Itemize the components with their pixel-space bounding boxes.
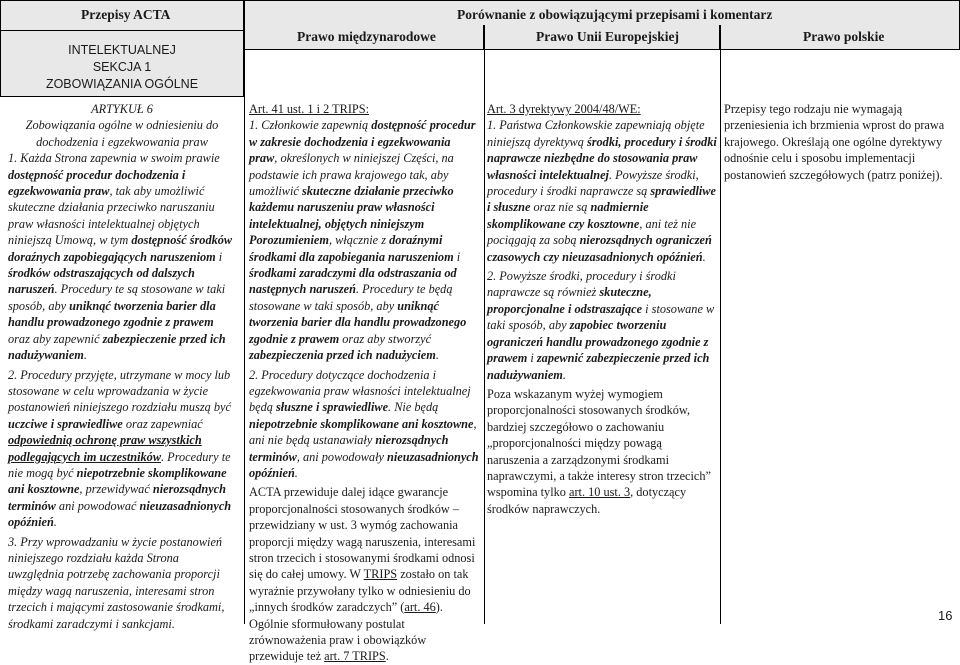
header-acta-title: Przepisy ACTA	[81, 7, 171, 22]
divider-1	[244, 31, 245, 624]
art-7-trips-link[interactable]: art. 7 TRIPS	[324, 649, 386, 664]
directive-reference: Art. 3 dyrektywy 2004/48/WE:	[487, 102, 641, 116]
eu-column	[487, 101, 717, 517]
divider-3	[720, 31, 721, 624]
divider-2	[484, 31, 485, 624]
trips-reference: Art. 41 ust. 1 i 2 TRIPS:	[249, 102, 370, 116]
directive-comment: Poza wskazanym wyżej wymogiem proporcjonalności stosowanych środków, bardziej szczegółowo o zachowaniu „proporcjonalności między powagą naruszenia a zarządzonymi środkami naprawczymi, a także interesy stron trzecich” wspomina tylko art. 10 ust. 3, dotyczący środków naprawczych.	[487, 386, 711, 516]
trips-comment: ACTA przewiduje dalej idące gwarancje proporcjonalności stosowanych środków – przewidziany w ust. 3 wymóg zachowania proporcji między wagą naruszenia, interesami stron trzecich i stosowanymi środkami odnosi się do całej umowy. W TRIPS zostało on tak wyrażnie przywołany tylko w odniesieniu do „innych środków zaradczych” (art. 46). Ogólnie sformułowany postulat zrównoważenia praw i obowiązków przewiduje też art. 7 TRIPS.	[249, 485, 476, 664]
acta-paragraph-3: 3. Przy wprowadzaniu w życie postanowień niniejszego rozdziału każda Strona uwzględnia potrzebę zachowania proporcji między wagą naruszenia, interesami stron trzecich i mającymi zastosowanie środkami, środkami zaradczymi i sankcjami.	[8, 534, 225, 631]
polish-law-comment: Przepisy tego rodzaju nie wymagają przeniesienia ich brzmienia wprost do prawa krajowego. Określają one ogólne dyrektywy odnośnie celu i sposobu implementacji postanowień szczegółowych (patrz poniżej).	[724, 102, 945, 182]
header-eu	[484, 25, 720, 50]
header-acta	[0, 0, 244, 31]
page-number: 16	[938, 608, 953, 623]
trips-link[interactable]: TRIPS	[363, 567, 398, 582]
header-eu-label: Prawo Unii Europejskiej	[536, 29, 680, 44]
article-heading: ARTYKUŁ 6	[91, 102, 153, 116]
header-intl-label: Prawo międzynarodowe	[297, 29, 436, 44]
international-column	[249, 101, 481, 665]
section-line-3: ZOBOWIĄZANIA OGÓLNE	[45, 77, 199, 91]
directive-paragraph-1: 1. Państwa Członkowskie zapewniają objęte niniejszą dyrektywą środki, procedury i środki naprawcze niezbędne do stosowania praw własności intelektualnej. Powyższe środki, procedury i środki naprawcze są sprawiedliwe i słuszne oraz nie są nadmiernie skomplikowane czy kosztowne, ani też nie pociągają za sobą nierozsądnych ograniczeń czasowych czy nieuzasadnionych opóźnień.	[487, 118, 717, 264]
acta-column	[8, 101, 236, 632]
directive-paragraph-2: 2. Powyższe środki, procedury i środki naprawcze są również skuteczne, proporcjonalne i odstraszające i stosowane w taki sposób, aby zapobiec tworzeniu ograniczeń handlu prowadzonego zgodnie z prawem i zapewnić zabezpieczenie przed ich nadużywaniem.	[487, 269, 715, 382]
header-intl	[244, 25, 484, 50]
header-pl-label: Prawo polskie	[803, 29, 885, 44]
article-subtitle: Zobowiązania ogólne w odniesieniu do dochodzenia i egzekwowania praw	[25, 118, 219, 149]
header-pl	[720, 25, 960, 50]
section-line-2: SEKCJA 1	[92, 60, 152, 74]
section-box	[0, 31, 244, 97]
trips-paragraph-2: 2. Procedury dotyczące dochodzenia i egzekwowania praw własności intelektualnej będą słuszne i sprawiedliwe. Nie będą niepotrzebnie skomplikowane ani kosztowne, ani nie będą ustanawiały nierozsądnych terminów, ani powodowały nieuzasadnionych opóźnień.	[249, 367, 479, 480]
polish-law-column	[724, 101, 954, 183]
header-compare-title: Porównanie z obowiązującymi przepisami i komentarz	[457, 7, 773, 22]
acta-paragraph-2: 2. Procedury przyjęte, utrzymane w mocy lub stosowane w celu wprowadzania w życie postanowień niniejszego rozdziału muszą być uczciwe i sprawiedliwe oraz zapewniać odpowiednią ochronę praw wszystkich podlegających im uczestników. Procedury te nie mogą być niepotrzebnie skomplikowane ani kosztowne, przewidywać nierozsądnych terminów ani powodować nieuzasadnionych opóźnień.	[8, 367, 232, 530]
acta-paragraph-1: 1. Każda Strona zapewnia w swoim prawie dostępność procedur dochodzenia i egzekwowania praw, tak aby umożliwić skuteczne działania przeciwko naruszaniu praw własności intelektualnej objętych niniejszą Umową, w tym dostępność środków doraźnych zapobiegających naruszeniom i środków odstraszających od dalszych naruszeń. Procedury te są stosowane w taki sposób, aby uniknąć tworzenia barier dla handlu prowadzonego zgodnie z prawem oraz aby zapewnić zabezpieczenie przed ich nadużywaniem.	[8, 151, 233, 363]
art-10-link[interactable]: art. 10 ust. 3	[568, 485, 631, 500]
art-46-link[interactable]: art. 46	[404, 600, 436, 615]
section-line-1: INTELEKTUALNEJ	[68, 43, 176, 57]
trips-paragraph-1: 1. Członkowie zapewnią dostępność procedur w zakresie dochodzenia i egzekwowania praw, określonych w niniejszej Części, na podstawie ich prawa krajowego tak, aby umożliwić skuteczne działanie przeciwko każdemu naruszeniu praw własności intelektualnej, objętych niniejszym Porozumieniem, włącznie z doraźnymi środkami dla zapobiegania naruszeniom i środkami zaradczymi dla odstraszania od następnych naruszeń. Procedury te będą stosowane w taki sposób, aby uniknąć tworzenia barier dla handlu prowadzonego zgodnie z prawem oraz aby stworzyć zabezpieczenia przed ich nadużyciem.	[249, 118, 476, 363]
